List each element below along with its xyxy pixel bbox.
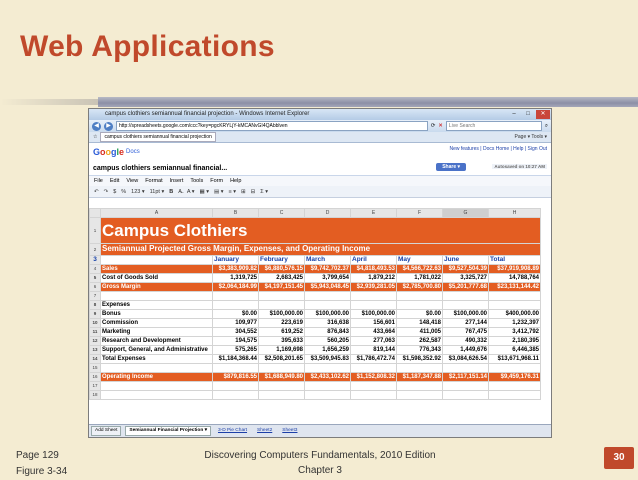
url-input[interactable]: http://spreadsheets.google.com/ccc?key=pgcKRYLjY-kMCANvGI4QAbblven [116, 121, 428, 131]
table-row [90, 337, 541, 346]
search-icon[interactable]: ⌕ [544, 122, 548, 129]
sheet-tab-sheet3[interactable]: Sheet3 [282, 428, 298, 433]
value-cell[interactable] [489, 391, 541, 400]
spreadsheet-grid [89, 208, 541, 400]
google-logo: Google [93, 147, 125, 157]
value-cell[interactable] [397, 301, 443, 310]
table-row [90, 292, 541, 301]
value-cell[interactable]: $4,818,493.53 [351, 265, 397, 274]
value-cell[interactable]: 223,619 [259, 319, 305, 328]
column-header[interactable]: H [489, 209, 541, 218]
menu-format[interactable]: Format [145, 178, 163, 184]
menu-insert[interactable]: Insert [169, 178, 184, 184]
value-cell[interactable]: $3,383,909.82 [213, 265, 259, 274]
window-title: campus clothiers semiannual financial projection - Windows Internet Explorer [105, 111, 310, 117]
row-number: 16 [90, 373, 101, 382]
column-header[interactable]: F [397, 209, 443, 218]
subtitle-row [90, 244, 541, 256]
sheet-tab-financial-projection[interactable]: Semiannual Financial Projection ▾ [125, 426, 211, 436]
strikethrough-button[interactable]: A̶ [178, 188, 182, 195]
value-cell[interactable]: 3,325,727 [443, 274, 489, 283]
value-cell[interactable]: 819,144 [351, 346, 397, 355]
value-cell[interactable]: 277,144 [443, 319, 489, 328]
forward-icon[interactable]: ▶ [104, 122, 113, 131]
value-cell[interactable] [397, 382, 443, 391]
page-tools-menu[interactable]: Page ▾ Tools ▾ [514, 134, 547, 140]
value-cell[interactable]: 1,232,397 [489, 319, 541, 328]
row-number: 7 [90, 292, 101, 301]
doc-title-bar [89, 161, 551, 176]
value-cell[interactable] [351, 301, 397, 310]
menu-bar [89, 176, 551, 186]
row-number: 6 [90, 283, 101, 292]
stop-icon[interactable]: ✕ [438, 123, 443, 129]
value-cell[interactable]: $1,688,949.80 [259, 373, 305, 382]
table-row [90, 319, 541, 328]
table-row [90, 382, 541, 391]
table-row [90, 355, 541, 364]
value-cell[interactable] [489, 382, 541, 391]
month-header[interactable]: May [397, 256, 443, 265]
value-cell[interactable]: $1,187,347.88 [397, 373, 443, 382]
row-number: 12 [90, 337, 101, 346]
value-cell[interactable]: 6,446,385 [489, 346, 541, 355]
value-cell[interactable] [213, 364, 259, 373]
value-cell[interactable]: 3,412,792 [489, 328, 541, 337]
value-cell[interactable]: $0.00 [397, 310, 443, 319]
value-cell[interactable] [305, 391, 351, 400]
menu-view[interactable]: View [126, 178, 139, 184]
value-cell[interactable]: $100,000.00 [351, 310, 397, 319]
fill-color-dropdown[interactable]: ▦ ▾ [199, 188, 210, 195]
row-label-cell[interactable]: Support, General, and Administrative [101, 346, 213, 355]
value-cell[interactable] [259, 382, 305, 391]
row-number: 2 [90, 244, 101, 256]
value-cell[interactable]: $2,939,281.05 [351, 283, 397, 292]
value-cell[interactable] [259, 391, 305, 400]
value-cell[interactable] [213, 382, 259, 391]
wrap-icon[interactable]: ⊟ [250, 188, 256, 195]
row-number: 4 [90, 265, 101, 274]
browser-tab-strip [89, 132, 551, 143]
data-rows [90, 265, 541, 400]
table-row [90, 265, 541, 274]
minimize-icon[interactable]: – [512, 111, 516, 117]
value-cell[interactable]: 395,633 [259, 337, 305, 346]
value-cell[interactable] [443, 301, 489, 310]
value-cell[interactable]: 194,575 [213, 337, 259, 346]
favorites-icon[interactable]: ☆ [93, 134, 98, 140]
browser-tab[interactable]: campus clothiers semiannual financial projection [100, 132, 215, 142]
row-number: 8 [90, 301, 101, 310]
title-rule-fade [0, 99, 98, 105]
address-bar [89, 120, 551, 132]
value-cell[interactable]: $2,064,184.99 [213, 283, 259, 292]
value-cell[interactable] [443, 382, 489, 391]
value-cell[interactable]: 316,638 [305, 319, 351, 328]
row-number: 9 [90, 310, 101, 319]
row-label-cell[interactable]: Expenses [101, 301, 213, 310]
row-label-cell[interactable] [101, 382, 213, 391]
sheet-subtitle-cell[interactable] [101, 244, 541, 256]
value-cell[interactable]: 277,063 [351, 337, 397, 346]
bold-button[interactable]: B [169, 188, 174, 195]
doc-title[interactable]: campus clothiers semiannual financial... [93, 164, 228, 172]
value-cell[interactable]: 433,664 [351, 328, 397, 337]
sheet-title: Campus Clothiers [102, 220, 248, 240]
row-label-cell[interactable]: Total Expenses [101, 355, 213, 364]
value-cell[interactable]: 262,587 [397, 337, 443, 346]
value-cell[interactable] [397, 292, 443, 301]
corner-cell[interactable] [90, 209, 101, 218]
column-header[interactable]: D [305, 209, 351, 218]
merge-icon[interactable]: ⊞ [241, 188, 246, 195]
sheet-subtitle: Semiannual Projected Gross Margin, Expenses, and Operating Income [102, 244, 371, 253]
month-header[interactable]: April [351, 256, 397, 265]
sheet-tabs [89, 424, 552, 437]
value-cell[interactable]: $4,197,151.45 [259, 283, 305, 292]
value-cell[interactable] [305, 364, 351, 373]
value-cell[interactable]: 1,449,676 [443, 346, 489, 355]
search-input[interactable]: Live Search [446, 121, 542, 131]
value-cell[interactable] [443, 292, 489, 301]
value-cell[interactable] [305, 301, 351, 310]
table-row [90, 364, 541, 373]
value-cell[interactable]: $0.00 [213, 310, 259, 319]
value-cell[interactable] [489, 292, 541, 301]
value-cell[interactable]: 1,319,725 [213, 274, 259, 283]
row-number: 11 [90, 328, 101, 337]
value-cell[interactable]: $23,131,144.42 [489, 283, 541, 292]
row-label-cell[interactable]: Marketing [101, 328, 213, 337]
menu-edit[interactable]: Edit [109, 178, 120, 184]
value-cell[interactable] [489, 301, 541, 310]
refresh-icon[interactable]: ⟳ [430, 123, 436, 129]
ie-title-bar [89, 109, 551, 120]
value-cell[interactable]: 148,418 [397, 319, 443, 328]
title-row [90, 218, 541, 244]
value-cell[interactable]: 767,475 [443, 328, 489, 337]
footer-chapter: Chapter 3 [298, 465, 342, 476]
value-cell[interactable]: $100,000.00 [443, 310, 489, 319]
value-cell[interactable]: 619,252 [259, 328, 305, 337]
value-cell[interactable] [489, 364, 541, 373]
footer-center [200, 448, 440, 478]
row-label-cell[interactable] [101, 391, 213, 400]
percent-button[interactable]: % [121, 188, 127, 195]
footer-book-title: Discovering Computers Fundamentals, 2010 Edition [204, 450, 436, 461]
row-number: 10 [90, 319, 101, 328]
slide-title: Web Applications [20, 30, 275, 63]
figure-reference: Figure 3-34 [16, 466, 68, 477]
value-cell[interactable]: $2,433,102.62 [305, 373, 351, 382]
column-header[interactable]: G [443, 209, 489, 218]
value-cell[interactable]: 1,169,698 [259, 346, 305, 355]
column-header[interactable]: C [259, 209, 305, 218]
value-cell[interactable]: 304,552 [213, 328, 259, 337]
menu-help[interactable]: Help [230, 178, 242, 184]
value-cell[interactable] [443, 364, 489, 373]
table-row [90, 391, 541, 400]
value-cell[interactable] [351, 292, 397, 301]
value-cell[interactable]: 2,683,425 [259, 274, 305, 283]
sheet-title-cell[interactable] [101, 218, 541, 244]
row-number: 14 [90, 355, 101, 364]
value-cell[interactable]: $2,508,201.65 [259, 355, 305, 364]
value-cell[interactable]: $100,000.00 [305, 310, 351, 319]
currency-button[interactable]: $ [113, 188, 117, 195]
borders-dropdown[interactable]: ▤ ▾ [214, 188, 224, 195]
value-cell[interactable] [351, 382, 397, 391]
month-header[interactable]: June [443, 256, 489, 265]
value-cell[interactable]: $100,000.00 [259, 310, 305, 319]
value-cell[interactable]: $13,671,968.11 [489, 355, 541, 364]
back-icon[interactable]: ◀ [92, 122, 101, 131]
value-cell[interactable]: 776,343 [397, 346, 443, 355]
menu-tools[interactable]: Tools [190, 178, 204, 184]
docs-logo-text: Docs [126, 149, 140, 155]
table-row [90, 310, 541, 319]
row-label-cell[interactable]: Bonus [101, 310, 213, 319]
font-size-dropdown[interactable]: 11pt ▾ [149, 188, 165, 195]
row-label-cell[interactable]: Sales [101, 265, 213, 274]
column-header[interactable]: A [101, 209, 213, 218]
month-header[interactable]: March [305, 256, 351, 265]
value-cell[interactable]: $9,459,176.31 [489, 373, 541, 382]
undo-icon[interactable]: ↶ [94, 188, 99, 195]
value-cell[interactable]: 1,656,259 [305, 346, 351, 355]
sum-dropdown[interactable]: Σ ▾ [260, 188, 268, 195]
menu-form[interactable]: Form [210, 178, 224, 184]
row-number: 17 [90, 382, 101, 391]
row-label-cell[interactable] [101, 292, 213, 301]
value-cell[interactable]: $5,201,777.68 [443, 283, 489, 292]
value-cell[interactable]: $37,919,908.89 [489, 265, 541, 274]
value-cell[interactable]: 2,180,395 [489, 337, 541, 346]
menu-file[interactable]: File [94, 178, 103, 184]
redo-icon[interactable]: ↷ [103, 188, 109, 195]
value-cell[interactable] [351, 364, 397, 373]
column-header-row [90, 209, 541, 218]
value-cell[interactable] [305, 292, 351, 301]
row-number: 15 [90, 364, 101, 373]
value-cell[interactable] [351, 391, 397, 400]
table-row [90, 301, 541, 310]
value-cell[interactable]: $3,509,945.83 [305, 355, 351, 364]
align-dropdown[interactable]: ≡ ▾ [228, 188, 237, 195]
google-docs-header [89, 143, 551, 161]
value-cell[interactable]: $9,742,702.37 [305, 265, 351, 274]
table-row [90, 373, 541, 382]
value-cell[interactable]: 14,788,764 [489, 274, 541, 283]
row-number: 1 [90, 218, 101, 244]
value-cell[interactable] [213, 301, 259, 310]
screenshot-figure [88, 108, 552, 438]
value-cell[interactable]: $5,943,048.45 [305, 283, 351, 292]
row-label-cell[interactable]: Research and Development [101, 337, 213, 346]
value-cell[interactable]: $400,000.00 [489, 310, 541, 319]
row-label-cell[interactable]: Operating Income [101, 373, 213, 382]
row-label-cell[interactable]: Gross Margin [101, 283, 213, 292]
format-toolbar [89, 186, 551, 198]
month-header-row [90, 256, 541, 265]
add-sheet-button[interactable]: Add Sheet [91, 426, 121, 436]
sheet-tab-sheet2[interactable]: Sheet2 [257, 428, 273, 433]
value-cell[interactable] [443, 391, 489, 400]
row-number: 18 [90, 391, 101, 400]
number-format-dropdown[interactable]: 123 ▾ [131, 188, 145, 195]
value-cell[interactable]: $1,598,352.92 [397, 355, 443, 364]
value-cell[interactable]: $1,184,368.44 [213, 355, 259, 364]
value-cell[interactable]: $6,880,576.15 [259, 265, 305, 274]
autosave-status: Autosaved on 10:27 AM [494, 164, 545, 169]
value-cell[interactable]: 411,005 [397, 328, 443, 337]
row-label-cell[interactable]: Commission [101, 319, 213, 328]
value-cell[interactable]: 490,332 [443, 337, 489, 346]
account-links[interactable]: New features | Docs Home | Help | Sign Out [449, 146, 547, 152]
row-number: 13 [90, 346, 101, 355]
spreadsheet-grid-area [89, 208, 551, 420]
month-header[interactable]: January [213, 256, 259, 265]
value-cell[interactable] [259, 364, 305, 373]
value-cell[interactable]: $2,785,700.80 [397, 283, 443, 292]
value-cell[interactable] [259, 301, 305, 310]
value-cell[interactable]: 156,601 [351, 319, 397, 328]
value-cell[interactable] [213, 391, 259, 400]
value-cell[interactable]: 575,265 [213, 346, 259, 355]
value-cell[interactable] [397, 364, 443, 373]
table-row [90, 346, 541, 355]
value-cell[interactable]: 109,977 [213, 319, 259, 328]
value-cell[interactable]: $1,786,472.74 [351, 355, 397, 364]
value-cell[interactable]: $879,816.55 [213, 373, 259, 382]
row-number: 5 [90, 274, 101, 283]
column-header[interactable]: B [213, 209, 259, 218]
table-row [90, 274, 541, 283]
value-cell[interactable]: $1,152,808.32 [351, 373, 397, 382]
value-cell[interactable]: 1,781,022 [397, 274, 443, 283]
value-cell[interactable]: 560,205 [305, 337, 351, 346]
maximize-icon[interactable]: □ [526, 111, 530, 117]
value-cell[interactable] [259, 292, 305, 301]
value-cell[interactable]: 876,843 [305, 328, 351, 337]
page-reference: Page 129 [16, 450, 59, 461]
row-label-cell[interactable] [101, 364, 213, 373]
sheet-tab-pie-chart[interactable]: 3-D Pie Chart [217, 428, 248, 433]
value-cell[interactable]: $3,084,626.54 [443, 355, 489, 364]
title-rule [98, 97, 638, 107]
value-cell[interactable] [305, 382, 351, 391]
row-number: 3 [90, 256, 101, 265]
footer-left [16, 448, 67, 480]
share-button[interactable]: Share ▾ [436, 163, 466, 171]
month-header[interactable]: Total [489, 256, 541, 265]
value-cell[interactable]: $2,117,151.14 [443, 373, 489, 382]
value-cell[interactable] [213, 292, 259, 301]
slide-page-number: 30 [604, 447, 634, 469]
value-cell[interactable]: $4,566,722.63 [397, 265, 443, 274]
cell[interactable] [101, 256, 213, 265]
column-header[interactable]: E [351, 209, 397, 218]
value-cell[interactable]: 1,879,212 [351, 274, 397, 283]
value-cell[interactable]: $9,527,504.39 [443, 265, 489, 274]
row-label-cell[interactable]: Cost of Goods Sold [101, 274, 213, 283]
close-icon[interactable]: ✕ [536, 110, 550, 119]
month-header[interactable]: February [259, 256, 305, 265]
table-row [90, 283, 541, 292]
value-cell[interactable]: 3,799,654 [305, 274, 351, 283]
table-row [90, 328, 541, 337]
text-color-dropdown[interactable]: A ▾ [186, 188, 195, 195]
value-cell[interactable] [397, 391, 443, 400]
